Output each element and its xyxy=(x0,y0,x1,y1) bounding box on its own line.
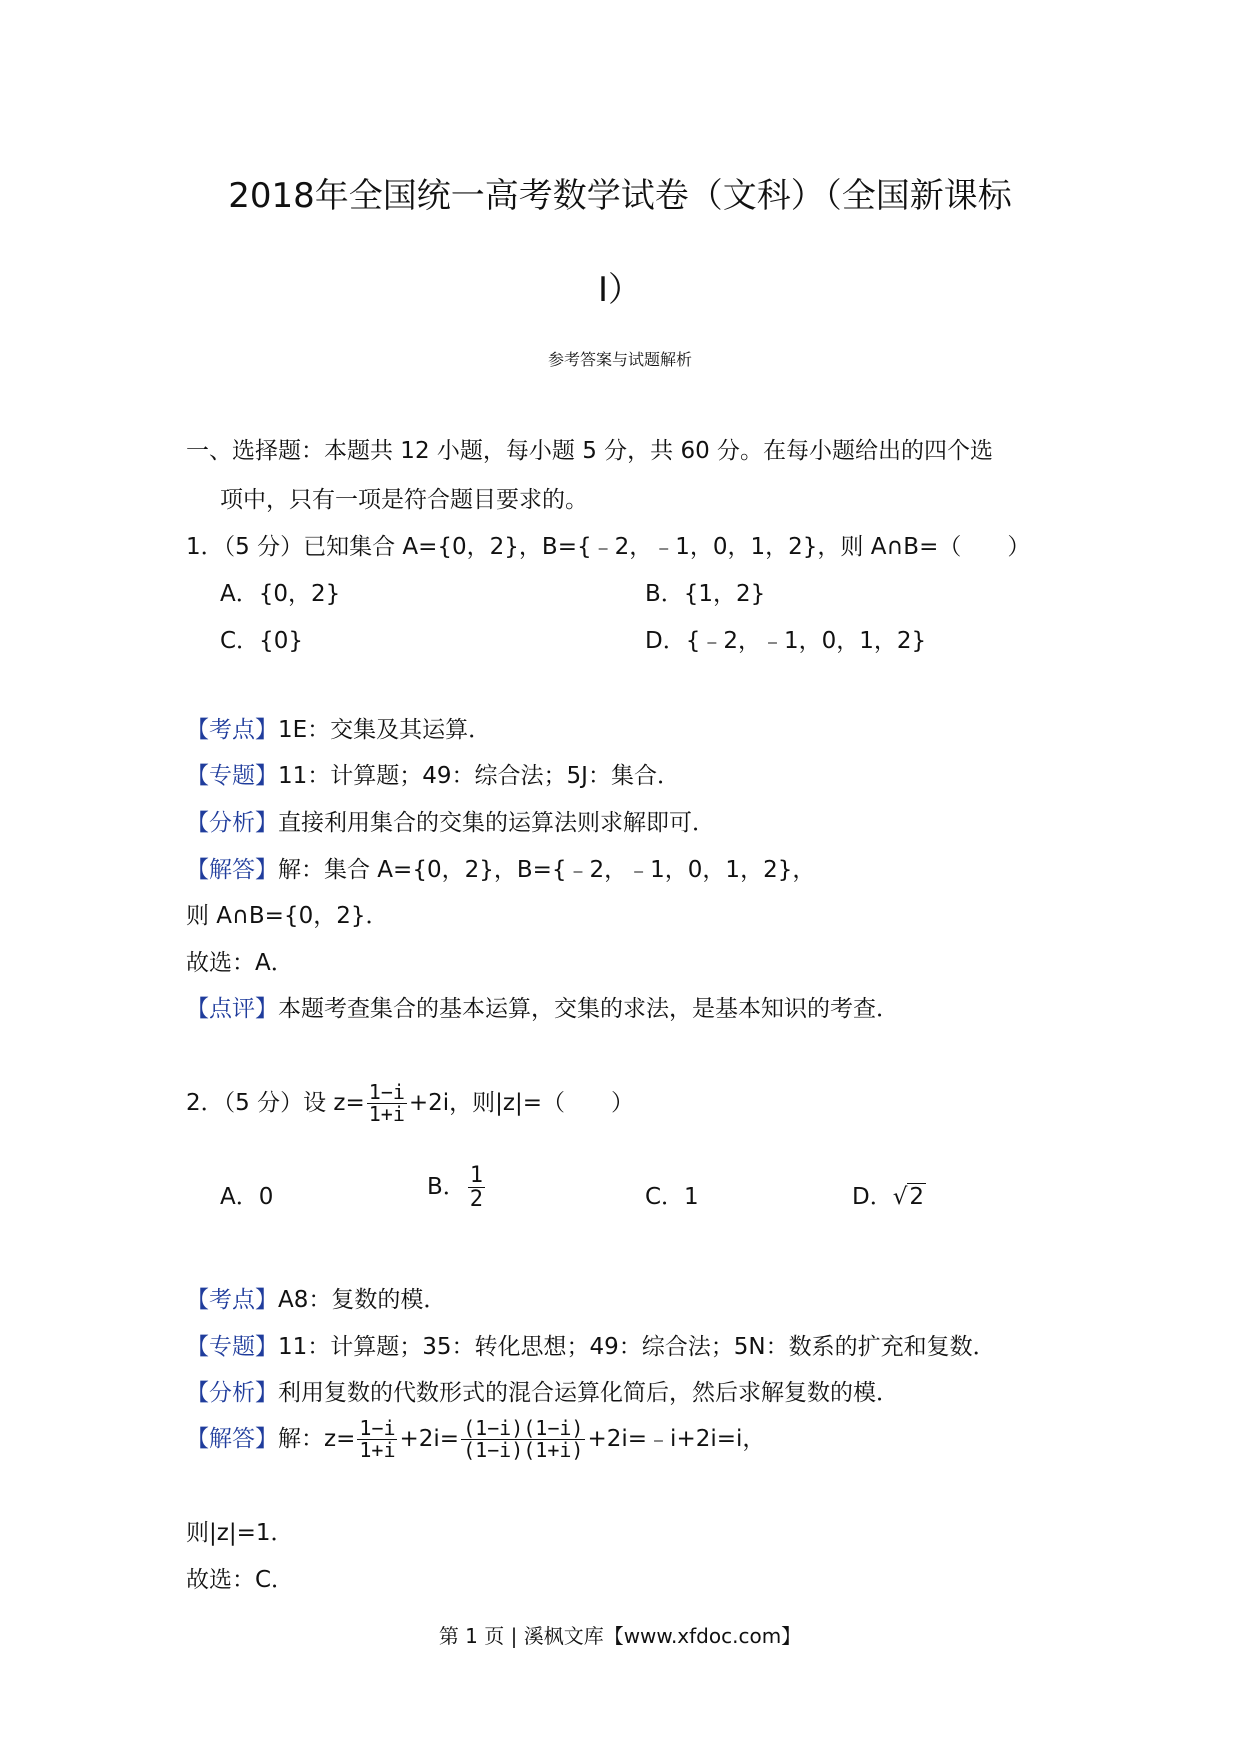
q1-jieda xyxy=(186,851,815,884)
jieda-tag: 【解答】 xyxy=(186,1426,278,1452)
section-heading-continued: 项中，只有一项是符合题目要求的。 xyxy=(220,487,588,513)
q2-option-b-numerator: 1 xyxy=(469,1163,484,1188)
fenxi-text: 利用复数的代数形式的混合运算化简后，然后求解复数的模． xyxy=(278,1380,899,1406)
q1-dianping xyxy=(186,990,899,1023)
question-2-option-a: A．0 xyxy=(220,1184,274,1210)
sqrt-icon xyxy=(893,1184,926,1210)
question-2-stem xyxy=(186,1082,634,1125)
page-subtitle: 参考答案与试题解析 xyxy=(547,350,692,369)
q2-jieda-line2: 则|z|=1． xyxy=(186,1520,294,1546)
q2-stem-numerator: 1−i xyxy=(368,1080,405,1104)
jieda-fraction-1-denominator: 1+i xyxy=(359,1438,396,1462)
q1-fenxi xyxy=(186,804,715,837)
question-1-option-d: D．{﹣2，﹣1，0，1，2} xyxy=(645,628,927,654)
jieda-middle: +2i= xyxy=(399,1426,460,1452)
jieda-prefix: 解：z= xyxy=(278,1426,356,1452)
jieda-fraction-1-numerator: 1−i xyxy=(359,1416,396,1440)
question-1-option-b: B．{1，2} xyxy=(645,581,766,607)
fenxi-text: 直接利用集合的交集的运算法则求解即可． xyxy=(278,810,715,836)
question-1-option-c: C．{0} xyxy=(220,628,303,654)
question-2-option-b xyxy=(427,1164,487,1211)
zhuanti-tag: 【专题】 xyxy=(186,1334,278,1360)
q1-zhuanti xyxy=(186,757,680,790)
q2-stem-prefix: 2．（5 分）设 z= xyxy=(186,1090,365,1116)
section-heading: 一、选择题：本题共 12 小题，每小题 5 分，共 60 分。在每小题给出的四个选 xyxy=(186,438,994,464)
q1-choice: 故选：A． xyxy=(186,950,294,976)
kaodian-text: 1E：交集及其运算． xyxy=(278,717,492,743)
question-2-option-c: C．1 xyxy=(645,1184,699,1210)
dianping-text: 本题考查集合的基本运算，交集的求法，是基本知识的考查． xyxy=(278,996,899,1022)
jieda-fraction-2 xyxy=(461,1418,585,1461)
q2-stem-denominator: 1+i xyxy=(368,1102,405,1126)
question-1-option-a: A．{0，2} xyxy=(220,581,341,607)
q2-stem-suffix: +2i，则|z|=（ ） xyxy=(408,1090,634,1116)
fenxi-tag: 【分析】 xyxy=(186,1380,278,1406)
page-footer: 第 1 页 | 溪枫文库【www.xfdoc.com】 xyxy=(438,1624,802,1648)
page-title: 2018年全国统一高考数学试卷（文科）（全国新课标 xyxy=(228,176,1012,216)
q2-choice: 故选：C． xyxy=(186,1567,295,1593)
jieda-text: 解：集合 A={0，2}，B={﹣2，﹣1，0，1，2}， xyxy=(278,857,816,883)
q1-jieda-line2: 则 A∩B={0，2}． xyxy=(186,903,389,929)
q2-option-d-label: D． xyxy=(852,1184,893,1210)
jieda-fraction-2-denominator: (1−i)(1+i) xyxy=(463,1438,584,1462)
q2-stem-fraction xyxy=(367,1082,407,1125)
jieda-fraction-2-numerator: (1−i)(1−i) xyxy=(463,1416,584,1440)
kaodian-text: A8：复数的模． xyxy=(278,1287,447,1313)
jieda-fraction-1 xyxy=(357,1418,397,1461)
zhuanti-text: 11：计算题；35：转化思想；49：综合法；5N：数系的扩充和复数． xyxy=(278,1334,996,1360)
q2-jieda xyxy=(186,1418,765,1461)
q2-option-d-radicand: 2 xyxy=(909,1184,925,1210)
q2-option-b-fraction xyxy=(468,1164,485,1211)
jieda-suffix: +2i=﹣i+2i=i， xyxy=(587,1426,766,1452)
page-title-continued: Ⅰ） xyxy=(597,270,643,310)
sqrt-sign: √ xyxy=(892,1184,908,1210)
dianping-tag: 【点评】 xyxy=(186,996,278,1022)
q2-kaodian xyxy=(186,1281,446,1314)
question-2-option-d xyxy=(852,1178,926,1211)
question-1-stem: 1．（5 分）已知集合 A={0，2}，B={﹣2，﹣1，0，1，2}，则 A∩B=（ ） xyxy=(186,534,1031,560)
kaodian-tag: 【考点】 xyxy=(186,1287,278,1313)
q2-fenxi xyxy=(186,1374,899,1407)
q2-zhuanti xyxy=(186,1328,996,1361)
q2-option-b-label: B． xyxy=(427,1174,466,1201)
jieda-tag: 【解答】 xyxy=(186,857,278,883)
q1-kaodian xyxy=(186,711,491,744)
zhuanti-tag: 【专题】 xyxy=(186,763,278,789)
q2-option-b-denominator: 2 xyxy=(469,1187,484,1213)
kaodian-tag: 【考点】 xyxy=(186,717,278,743)
fenxi-tag: 【分析】 xyxy=(186,810,278,836)
zhuanti-text: 11：计算题；49：综合法；5J：集合． xyxy=(278,763,680,789)
